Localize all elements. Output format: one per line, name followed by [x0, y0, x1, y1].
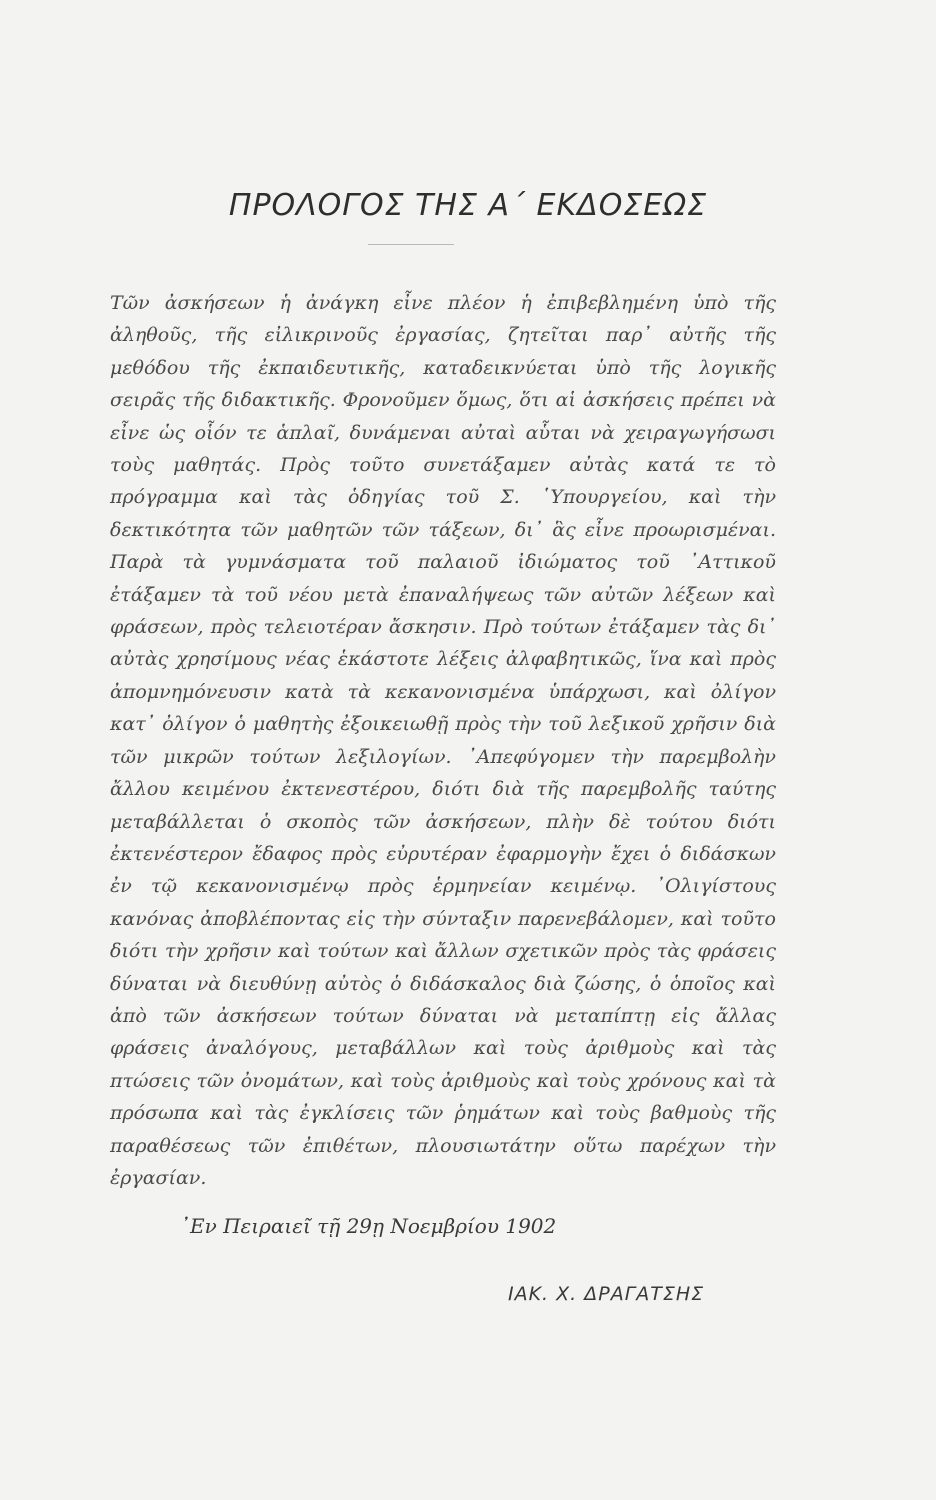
preface-body — [110, 287, 776, 1194]
dateline: ᾽Εν Πειραιεῖ τῇ 29ῃ Νοεμβρίου 1902 — [180, 1214, 557, 1238]
author-signature: ΙΑΚ. Χ. ΔΡΑΓΑΤΣΗΣ — [508, 1283, 705, 1305]
page-title: ΠΡΟΛΟΓΟΣ ΤΗΣ Α΄ ΕΚΔΟΣΕΩΣ — [228, 188, 708, 223]
preface-paragraph: Τῶν ἀσκήσεων ἡ ἀνάγκη εἶνε πλέον ἡ ἐπιβεβλημένη ὑπὸ τῆς ἀληθοῦς, τῆς εἰλικρινοῦς ἐργασίας, ζητεῖται παρ᾽ αὐτῆς τῆς μεθόδου τῆς ἐκπαιδευτικῆς, καταδεικνύεται ὑπὸ τῆς λογικῆς σειρᾶς τῆς διδακτικῆς. Φρονοῦμεν ὅμως, ὅτι αἱ ἀσκήσεις πρέπει νὰ εἶνε ὡς οἷόν τε ἁπλαῖ, δυνάμεναι αὐταὶ αὗται νὰ χειραγωγήσωσι τοὺς μαθητάς. Πρὸς τοῦτο συνετάξαμεν αὐτὰς κατά τε τὸ πρόγραμμα καὶ τὰς ὁδηγίας τοῦ Σ. ῾Υπουργείου, καὶ τὴν δεκτικότητα τῶν μαθητῶν τῶν τάξεων, δι᾽ ἃς εἶνε προωρισμέναι. Παρὰ τὰ γυμνάσματα τοῦ παλαιοῦ ἰδιώματος τοῦ ᾽Αττικοῦ ἐτάξαμεν τὰ τοῦ νέου μετὰ ἐπαναλήψεως τῶν αὐτῶν λέξεων καὶ φράσεων, πρὸς τελειοτέραν ἄσκησιν. Πρὸ τούτων ἐτάξαμεν τὰς δι᾽ αὐτὰς χρησίμους νέας ἑκάστοτε λέξεις ἀλφαβητικῶς, ἵνα καὶ πρὸς ἀπομνημόνευσιν κατὰ τὰ κεκανονισμένα ὑπάρχωσι, καὶ ὀλίγον κατ᾽ ὀλίγον ὁ μαθητὴς ἐξοικειωθῇ πρὸς τὴν τοῦ λεξικοῦ χρῆσιν διὰ τῶν μικρῶν τούτων λεξιλογίων. ᾽Απεφύγομεν τὴν παρεμβολὴν ἄλλου κειμένου ἐκτενεστέρου, διότι διὰ τῆς παρεμβολῆς ταύτης μεταβάλλεται ὁ σκοπὸς τῶν ἀσκήσεων, πλὴν δὲ τούτου διότι ἐκτενέστερον ἔδαφος πρὸς εὐρυτέραν ἐφαρμογὴν ἔχει ὁ διδάσκων ἐν τῷ κεκανονισμένῳ πρὸς ἑρμηνείαν κειμένῳ. ᾽Ολιγίστους κανόνας ἀποβλέποντας εἰς τὴν σύνταξιν παρενεβάλομεν, καὶ τοῦτο διότι τὴν χρῆσιν καὶ τούτων καὶ ἄλλων σχετικῶν πρὸς τὰς φράσεις δύναται νὰ διευθύνῃ αὐτὸς ὁ διδάσκαλος διὰ ζώσης, ὁ ὁποῖος καὶ ἀπὸ τῶν ἀσκήσεων τούτων δύναται νὰ μεταπίπτῃ εἰς ἄλλας φράσεις ἀναλόγους, μεταβάλλων καὶ τοὺς ἀριθμοὺς καὶ τὰς πτώσεις τῶν ὀνομάτων, καὶ τοὺς ἀριθμοὺς καὶ τοὺς χρόνους καὶ τὰ πρόσωπα καὶ τὰς ἐγκλίσεις τῶν ῥημάτων καὶ τοὺς βαθμοὺς τῆς παραθέσεως τῶν ἐπιθέτων, πλουσιωτάτην οὕτω παρέχων τὴν ἐργασίαν. — [110, 292, 776, 1189]
title-divider — [368, 244, 454, 245]
